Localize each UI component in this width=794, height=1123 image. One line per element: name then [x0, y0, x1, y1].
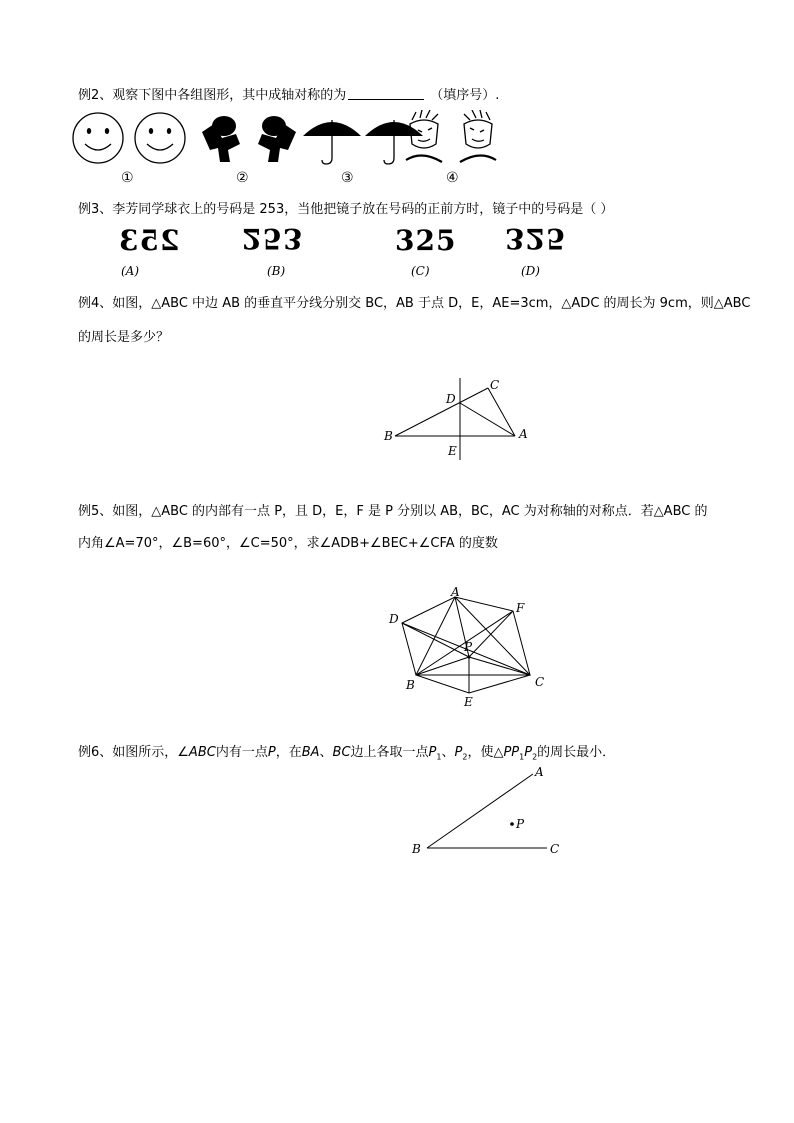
- ex3-question: 例3、李芳同学球衣上的号码是 253，当他把镜子放在号码的正前方时，镜子中的号码是（ ）: [78, 202, 614, 217]
- segment-ca: [488, 388, 515, 436]
- ex4-question-line1: 例4、如图，△ABC 中边 AB 的垂直平分线分别交 BC，AB 于点 D，E，AE=3cm，△ADC 的周长为 9cm，则△ABC: [78, 296, 751, 311]
- option-b-glyph: 253: [242, 222, 304, 255]
- option-a-label[interactable]: (A): [121, 264, 140, 278]
- point-b-label: B: [384, 429, 393, 443]
- ex5-question-line1: 例5、如图，△ABC 的内部有一点 P，且 D，E，F 是 P 分别以 AB，BC，AC 为对称轴的对称点．若△ABC 的: [78, 504, 708, 519]
- point-c-label: C: [490, 378, 500, 392]
- option-b-label[interactable]: (B): [267, 264, 286, 278]
- point-p: [510, 822, 514, 826]
- figure-label-3: ③: [341, 170, 354, 186]
- point-b-label: B: [406, 678, 415, 692]
- answer-blank[interactable]: [348, 86, 424, 100]
- point-a-label: A: [519, 427, 528, 441]
- option-c-glyph: 325: [395, 224, 457, 257]
- cartoon-head-right: [460, 110, 496, 162]
- scarf-figure-right: [258, 116, 296, 162]
- figure-label-1: ①: [121, 170, 134, 186]
- point-c-label: C: [550, 842, 560, 856]
- umbrella-left: [303, 120, 361, 164]
- smiley-face-right: [135, 113, 185, 163]
- ex2-figures: [70, 110, 500, 170]
- point-b-label: B: [412, 842, 421, 856]
- point-p-label: P: [464, 640, 473, 654]
- point-f-label: F: [516, 601, 525, 615]
- ex6-question: 例6、如图所示，∠ABC内有一点P，在BA、BC边上各取一点$P_1$、$P_2$，使$\triangle PP_1P_2$的周长最小．: [78, 745, 616, 762]
- ex2-text: 例2、观察下图中各组图形，其中成轴对称的为: [78, 88, 347, 103]
- ex6-diagram: [405, 760, 575, 860]
- point-a-label: A: [535, 765, 544, 779]
- point-e-label: E: [464, 695, 473, 709]
- ex4-diagram: [370, 370, 550, 465]
- point-p-label: P: [516, 817, 525, 831]
- cartoon-head-left: [406, 110, 442, 162]
- figure-label-2: ②: [236, 170, 249, 186]
- segment-da: [460, 403, 515, 436]
- point-d-label: D: [389, 612, 399, 626]
- option-d-glyph: 325: [505, 222, 567, 255]
- ex2-text-tail: （填序号）.: [430, 88, 500, 103]
- point-a-label: A: [451, 585, 460, 599]
- smiley-face-left: [73, 113, 123, 163]
- option-c-label[interactable]: (C): [411, 264, 430, 278]
- figure-label-4: ④: [446, 170, 459, 186]
- point-d-label: D: [446, 392, 456, 406]
- ray-ba: [427, 774, 533, 848]
- option-d-label[interactable]: (D): [521, 264, 540, 278]
- option-a-glyph: 253: [118, 224, 180, 257]
- scarf-figure-left: [202, 116, 240, 162]
- ex2-question: [78, 84, 499, 103]
- ex4-question-line2: 的周长是多少？: [78, 330, 170, 345]
- ex5-question-line2: 内角∠A=70°，∠B=60°，∠C=50°，求∠ADB+∠BEC+∠CFA 的度数: [78, 536, 498, 551]
- point-c-label: C: [535, 675, 545, 689]
- point-e-label: E: [448, 444, 457, 458]
- ex5-diagram: [380, 585, 560, 710]
